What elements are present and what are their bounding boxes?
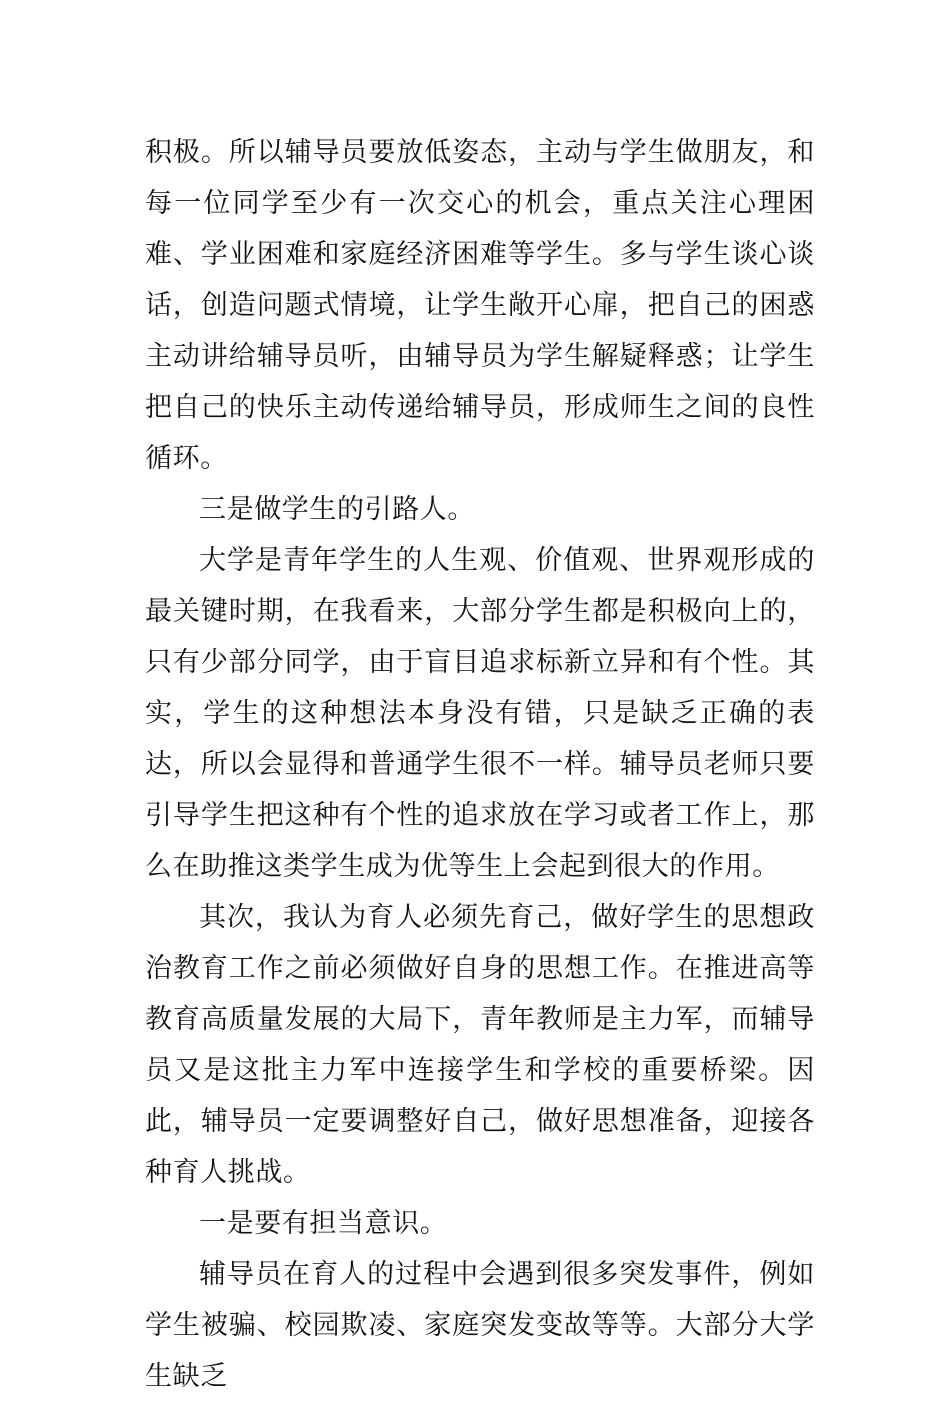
paragraph-heading-responsibility: 一是要有担当意识。 (199, 1208, 448, 1239)
paragraph-university-period: 大学是青年学生的人生观、价值观、世界观形成的最关键时期，在我看来，大部分学生都是积极向上的，只有少部分同学，由于盲目追求标新立异和有个性。其实，学生的这种想法本身没有错，只是缺乏正确的表达，所以会显得和普通学生很不一样。辅导员老师只要引导学生把这种有个性的追求放在学习或者工作上，那么在助推这类学生成为优等生上会起到很大的作用。 (145, 545, 815, 882)
paragraph-self-education: 其次，我认为育人必须先育己，做好学生的思想政治教育工作之前必须做好自身的思想工作。在推进高等教育高质量发展的大局下，青年教师是主力军，而辅导员又是这批主力军中连接学生和学校的重要桥梁。因此，辅导员一定要调整好自己，做好思想准备，迎接各种育人挑战。 (145, 902, 815, 1188)
document-body (145, 127, 815, 1402)
paragraph-heading-guide: 三是做学生的引路人。 (199, 494, 475, 525)
paragraph-continued: 积极。所以辅导员要放低姿态，主动与学生做朋友，和每一位同学至少有一次交心的机会，重点关注心理困难、学业困难和家庭经济困难等学生。多与学生谈心谈话，创造问题式情境，让学生敞开心扉，把自己的困惑主动讲给辅导员听，由辅导员为学生解疑释惑；让学生把自己的快乐主动传递给辅导员，形成师生之间的良性循环。 (145, 137, 815, 474)
paragraph-emergencies: 辅导员在育人的过程中会遇到很多突发事件，例如学生被骗、校园欺凌、家庭突发变故等等。大部分大学生缺乏 (145, 1259, 815, 1392)
